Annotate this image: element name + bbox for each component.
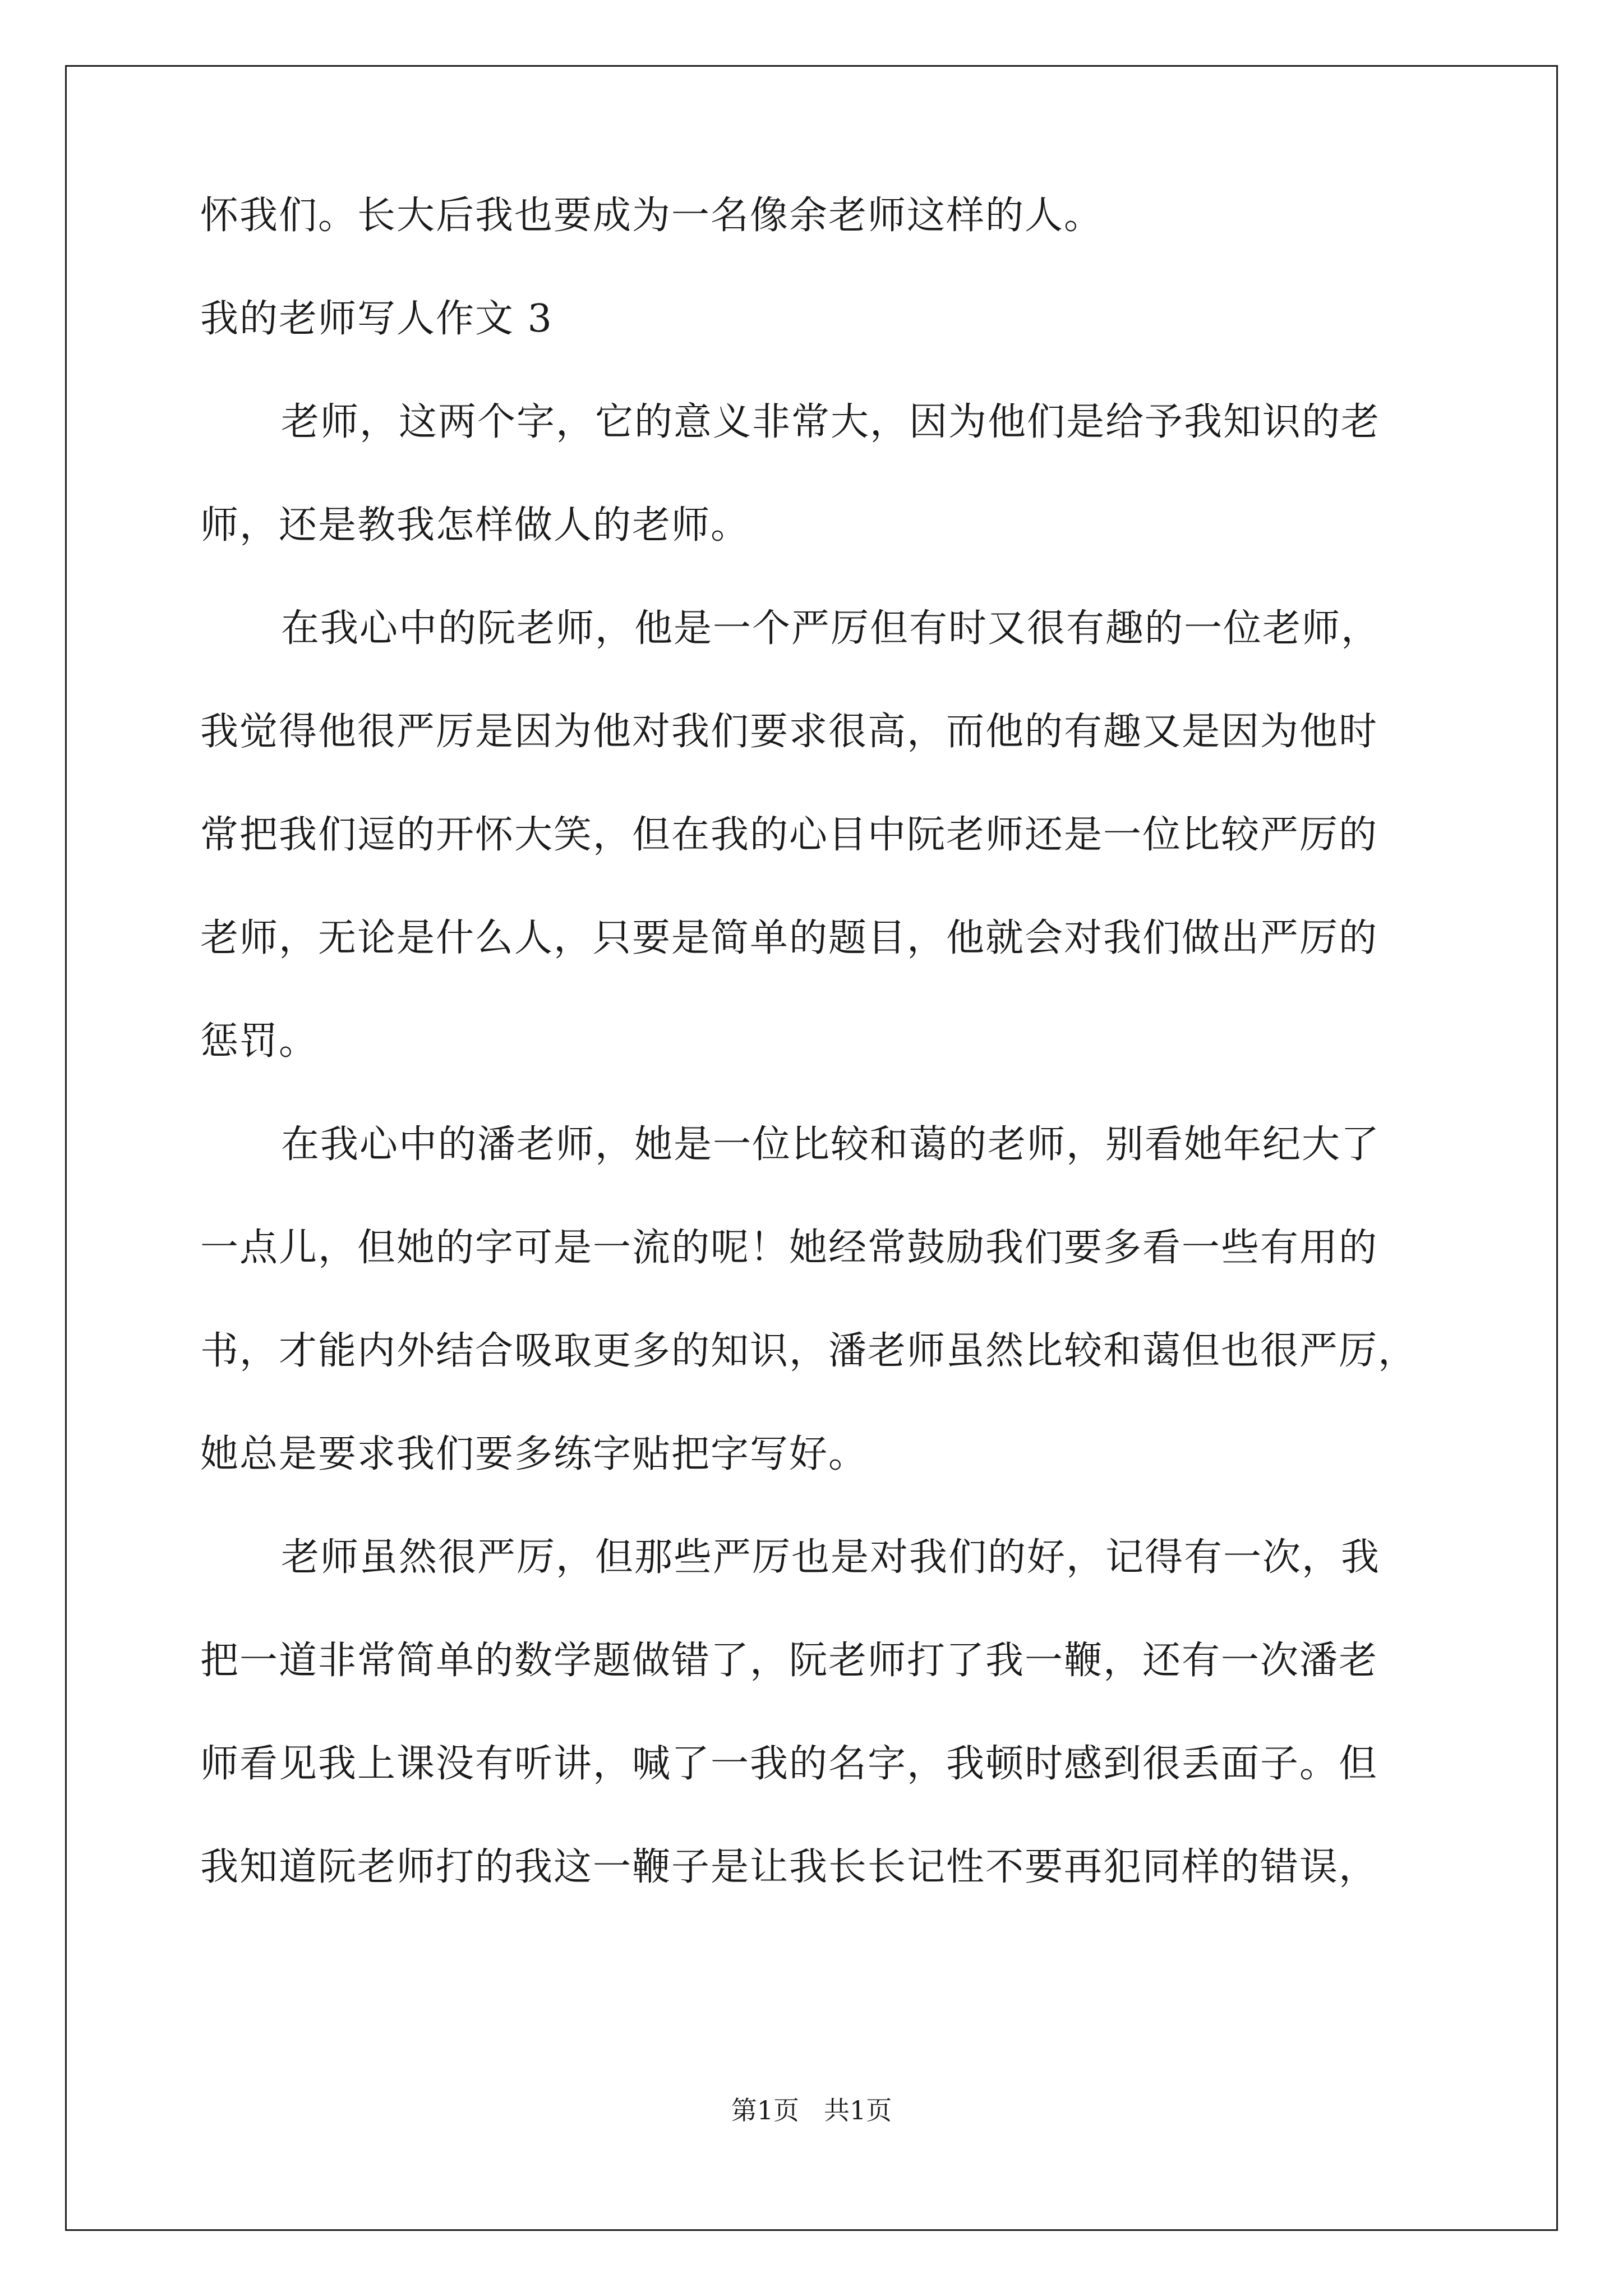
section-heading: 我的老师写人作文 3 — [200, 297, 553, 341]
paragraph-line: 一点儿，但她的字可是一流的呢！她经常鼓励我们要多看一些有用的 — [200, 1226, 1378, 1270]
paragraph-line: 师，还是教我怎样做人的老师。 — [200, 503, 750, 547]
paragraph-line: 师看见我上课没有听讲，喊了一我的名字，我顿时感到很丢面子。但 — [200, 1742, 1378, 1786]
paragraph-line: 在我心中的潘老师，她是一位比较和蔼的老师，别看她年纪大了 — [281, 1122, 1381, 1167]
paragraph-line: 她总是要求我们要多练字贴把字写好。 — [200, 1432, 868, 1476]
paragraph-line: 老师虽然很严厉，但那些严厉也是对我们的好，记得有一次，我 — [281, 1535, 1381, 1580]
paragraph-line: 我知道阮老师打的我这一鞭子是让我长长记性不要再犯同样的错误， — [200, 1845, 1378, 1889]
paragraph-line: 常把我们逗的开怀大笑，但在我的心目中阮老师还是一位比较严厉的 — [200, 813, 1378, 857]
paragraph-line: 把一道非常简单的数学题做错了，阮老师打了我一鞭，还有一次潘老 — [200, 1639, 1378, 1683]
paragraph-line: 老师，无论是什么人，只要是简单的题目，他就会对我们做出严厉的 — [200, 916, 1378, 960]
paragraph-line: 惩罚。 — [200, 1019, 319, 1064]
paragraph-line: 我觉得他很严厉是因为他对我们要求很高，而他的有趣又是因为他时 — [200, 710, 1378, 754]
document-body — [200, 191, 1430, 1893]
paragraph-line: 书，才能内外结合吸取更多的知识，潘老师虽然比较和蔼但也很严厉， — [200, 1329, 1418, 1373]
text-line: 怀我们。长大后我也要成为一名像余老师这样的人。 — [200, 194, 1104, 238]
paragraph-line: 在我心中的阮老师，他是一个严厉但有时又很有趣的一位老师， — [281, 606, 1381, 651]
paragraph-line: 老师，这两个字，它的意义非常大，因为他们是给予我知识的老 — [281, 400, 1381, 444]
page-number-total: 共1页 — [824, 2095, 892, 2125]
page-number-current: 第1页 — [731, 2095, 799, 2125]
page-footer — [0, 2093, 1623, 2127]
